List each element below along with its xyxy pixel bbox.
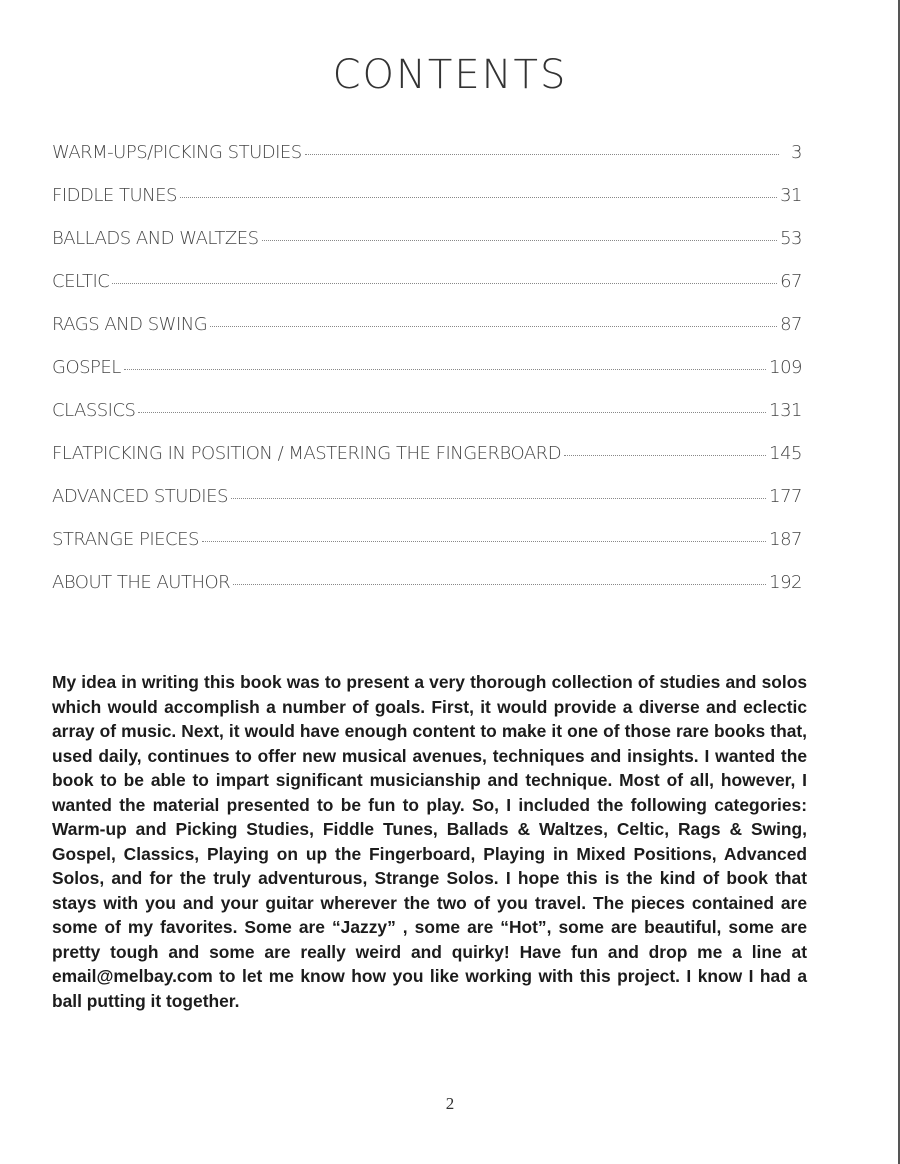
toc-entry-page: 187: [769, 529, 802, 550]
toc-entry[interactable]: [52, 529, 802, 572]
page-title: CONTENTS: [332, 52, 568, 98]
dot-leader: [180, 197, 777, 198]
toc-entry-title: RAGS AND SWING: [52, 314, 208, 335]
toc-entry[interactable]: [52, 271, 802, 314]
dot-leader: [202, 541, 766, 542]
toc-entry-title: FLATPICKING IN POSITION / MASTERING THE FINGERBOARD: [52, 443, 562, 464]
toc-entry-title: GOSPEL: [52, 357, 121, 378]
toc-entry-title: CELTIC: [52, 271, 110, 292]
toc-entry-title: WARM-UPS/PICKING STUDIES: [52, 142, 302, 163]
toc-entry[interactable]: [52, 443, 802, 486]
toc-entry-page: 192: [769, 572, 802, 593]
toc-entry[interactable]: [52, 142, 802, 185]
page-number: 2: [445, 1094, 455, 1113]
toc-entry[interactable]: [52, 572, 802, 615]
toc-entry-title: ABOUT THE AUTHOR: [52, 572, 231, 593]
toc-entry-page: 145: [769, 443, 802, 464]
toc-entry-page: 67: [780, 271, 802, 292]
dot-leader: [305, 154, 779, 155]
toc-entry[interactable]: [52, 314, 802, 357]
table-of-contents: [52, 142, 802, 615]
toc-entry[interactable]: [52, 486, 802, 529]
dot-leader: [138, 412, 766, 413]
toc-entry-page: 177: [769, 486, 802, 507]
toc-entry-title: CLASSICS: [52, 400, 136, 421]
dot-leader: [231, 498, 766, 499]
toc-entry-page: 87: [780, 314, 802, 335]
dot-leader: [564, 455, 766, 456]
toc-entry[interactable]: [52, 357, 802, 400]
toc-entry[interactable]: [52, 185, 802, 228]
intro-paragraph: My idea in writing this book was to present a very thorough collection of studies and solos which would accomplish a number of goals. First, it would provide a diverse and eclectic array of music. Next, it would have enough content to make it one of those rare books that, used daily, continues to offer new musical avenues, techniques and insights. I wanted the book to be able to impart significant musicianship and technique. Most of all, however, I wanted the material presented to be fun to play. So, I included the following categories: Warm-up and Picking Studies, Fiddle Tunes, Ballads & Waltzes, Celtic, Rags & Swing, Gospel, Classics, Playing on up the Fingerboard, Playing in Mixed Positions, Advanced Solos, and for the truly adventurous, Strange Solos. I hope this is the kind of book that stays with you and your guitar wherever the two of you travel. The pieces contained are some of my favorites. Some are “Jazzy” , some are “Hot”, some are beautiful, some are pretty tough and some are really weird and quirky! Have fun and drop me a line at email@melbay.com to let me know how you like working with this project. I know I had a ball putting it together.: [52, 672, 807, 1011]
toc-entry-page: 131: [769, 400, 802, 421]
toc-entry-title: FIDDLE TUNES: [52, 185, 177, 206]
toc-entry-title: BALLADS AND WALTZES: [52, 228, 259, 249]
dot-leader: [112, 283, 777, 284]
dot-leader: [124, 369, 766, 370]
toc-entry-page: 31: [780, 185, 802, 206]
toc-entry-page: 109: [769, 357, 802, 378]
toc-entry-title: ADVANCED STUDIES: [52, 486, 228, 507]
toc-entry[interactable]: [52, 400, 802, 443]
toc-entry-page: 3: [791, 142, 802, 163]
dot-leader: [210, 326, 777, 327]
dot-leader: [233, 584, 766, 585]
toc-entry-title: STRANGE PIECES: [52, 529, 199, 550]
dot-leader: [262, 240, 778, 241]
toc-entry-page: 53: [780, 228, 802, 249]
toc-entry[interactable]: [52, 228, 802, 271]
